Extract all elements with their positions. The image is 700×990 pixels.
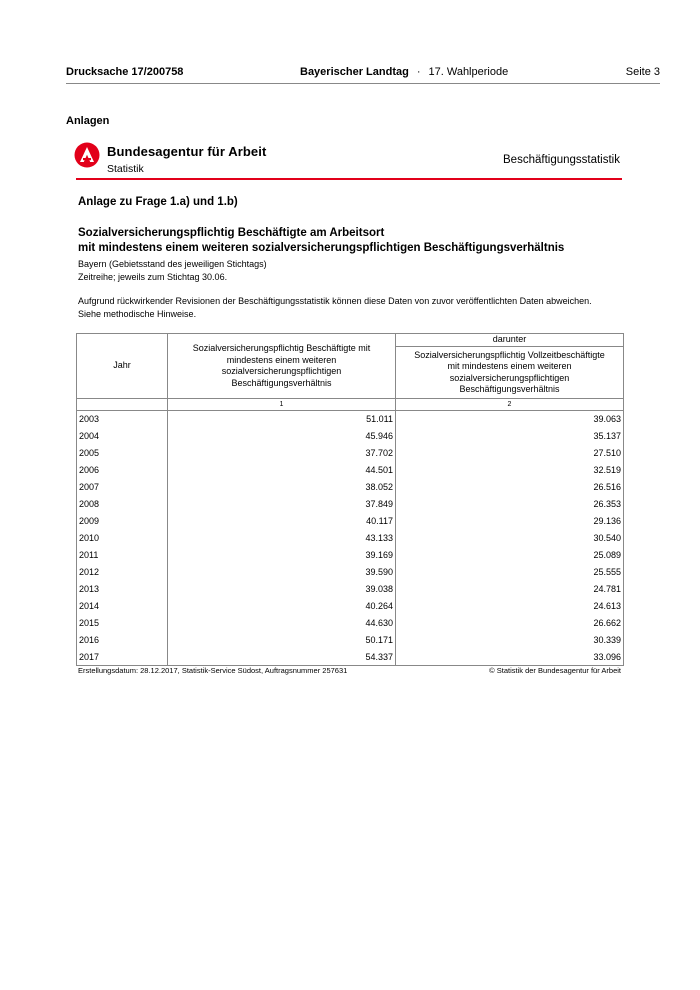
table-row bbox=[77, 513, 624, 530]
year-cell: 2012 bbox=[77, 564, 168, 581]
col-index-year bbox=[77, 399, 168, 411]
table-row bbox=[77, 479, 624, 496]
year-cell: 2009 bbox=[77, 513, 168, 530]
table-row bbox=[77, 411, 624, 428]
fulltime-cell: 24.613 bbox=[396, 598, 624, 615]
header-divider bbox=[76, 178, 622, 180]
fulltime-cell: 26.353 bbox=[396, 496, 624, 513]
header-separator: · bbox=[416, 66, 421, 78]
fulltime-cell: 30.339 bbox=[396, 632, 624, 649]
ba-logo-icon bbox=[74, 142, 100, 168]
year-cell: 2017 bbox=[77, 649, 168, 666]
year-cell: 2013 bbox=[77, 581, 168, 598]
total-cell: 44.630 bbox=[168, 615, 396, 632]
header-center bbox=[300, 66, 508, 78]
page-header bbox=[66, 64, 660, 84]
table-row bbox=[77, 445, 624, 462]
total-cell: 39.038 bbox=[168, 581, 396, 598]
table-row bbox=[77, 564, 624, 581]
total-cell: 54.337 bbox=[168, 649, 396, 666]
col-header-total: Sozialversicherungspflichtig Beschäftigte mit mindestens einem weiteren sozialversicherungspflichtigen Beschäftigungsverhältnis bbox=[168, 334, 396, 399]
section-label: Anlagen bbox=[66, 115, 110, 127]
org-subname: Statistik bbox=[107, 163, 144, 175]
page-title bbox=[78, 226, 564, 256]
region-line-2: Zeitreihe; jeweils zum Stichtag 30.06. bbox=[78, 272, 228, 282]
table-row bbox=[77, 581, 624, 598]
table-row bbox=[77, 428, 624, 445]
year-cell: 2011 bbox=[77, 547, 168, 564]
fulltime-cell: 32.519 bbox=[396, 462, 624, 479]
year-cell: 2010 bbox=[77, 530, 168, 547]
total-cell: 40.264 bbox=[168, 598, 396, 615]
fulltime-cell: 33.096 bbox=[396, 649, 624, 666]
fulltime-cell: 29.136 bbox=[396, 513, 624, 530]
fulltime-cell: 30.540 bbox=[396, 530, 624, 547]
doc-number: Drucksache 17/200758 bbox=[66, 66, 184, 78]
fulltime-cell: 27.510 bbox=[396, 445, 624, 462]
revision-note bbox=[78, 295, 628, 321]
year-cell: 2005 bbox=[77, 445, 168, 462]
ba-logo bbox=[74, 140, 274, 180]
table-row bbox=[77, 530, 624, 547]
year-cell: 2007 bbox=[77, 479, 168, 496]
table-row bbox=[77, 547, 624, 564]
creation-info: Erstellungsdatum: 28.12.2017, Statistik-Service Südost, Auftragsnummer 257631 bbox=[78, 666, 348, 675]
year-cell: 2008 bbox=[77, 496, 168, 513]
fulltime-cell: 25.089 bbox=[396, 547, 624, 564]
total-cell: 45.946 bbox=[168, 428, 396, 445]
region-line-1: Bayern (Gebietsstand des jeweiligen Stichtags) bbox=[78, 259, 267, 269]
copyright: © Statistik der Bundesagentur für Arbeit bbox=[489, 666, 621, 675]
total-cell: 39.590 bbox=[168, 564, 396, 581]
year-cell: 2006 bbox=[77, 462, 168, 479]
org-name: Bundesagentur für Arbeit bbox=[107, 144, 267, 159]
statistics-table bbox=[76, 333, 624, 666]
year-cell: 2014 bbox=[77, 598, 168, 615]
table-row bbox=[77, 598, 624, 615]
document-type: Beschäftigungsstatistik bbox=[503, 154, 620, 166]
note-line-1: Aufgrund rückwirkender Revisionen der Beschäftigungsstatistik können diese Daten von zuvor veröffentlichten Daten abweichen. bbox=[78, 296, 592, 306]
col-header-year: Jahr bbox=[77, 334, 168, 399]
page-number: Seite 3 bbox=[625, 66, 660, 78]
col-index-2: 2 bbox=[396, 399, 624, 411]
parliament-name: Bayerischer Landtag bbox=[300, 66, 409, 78]
anlage-title: Anlage zu Frage 1.a) und 1.b) bbox=[78, 196, 238, 208]
total-cell: 40.117 bbox=[168, 513, 396, 530]
year-cell: 2015 bbox=[77, 615, 168, 632]
table-row bbox=[77, 462, 624, 479]
region-info bbox=[78, 258, 267, 284]
fulltime-cell: 39.063 bbox=[396, 411, 624, 428]
note-line-2: Siehe methodische Hinweise. bbox=[78, 309, 197, 319]
table-row bbox=[77, 615, 624, 632]
fulltime-cell: 26.516 bbox=[396, 479, 624, 496]
fulltime-cell: 25.555 bbox=[396, 564, 624, 581]
total-cell: 39.169 bbox=[168, 547, 396, 564]
year-cell: 2004 bbox=[77, 428, 168, 445]
table-body bbox=[77, 411, 624, 666]
col-header-darunter: darunter bbox=[396, 334, 624, 347]
table-row bbox=[77, 649, 624, 666]
table-row bbox=[77, 632, 624, 649]
legislative-period: 17. Wahlperiode bbox=[428, 66, 509, 78]
fulltime-cell: 26.662 bbox=[396, 615, 624, 632]
total-cell: 50.171 bbox=[168, 632, 396, 649]
year-cell: 2016 bbox=[77, 632, 168, 649]
table-row bbox=[77, 496, 624, 513]
title-line-2: mit mindestens einem weiteren sozialversicherungspflichtigen Beschäftigungsverhältnis bbox=[78, 242, 565, 254]
total-cell: 37.702 bbox=[168, 445, 396, 462]
total-cell: 37.849 bbox=[168, 496, 396, 513]
col-header-fulltime: Sozialversicherungspflichtig Vollzeitbeschäftigte mit mindestens einem weiteren sozialversicherungspflichtigen Beschäftigungsverhältnis bbox=[396, 347, 624, 399]
col-index-1: 1 bbox=[168, 399, 396, 411]
year-cell: 2003 bbox=[77, 411, 168, 428]
total-cell: 43.133 bbox=[168, 530, 396, 547]
total-cell: 38.052 bbox=[168, 479, 396, 496]
title-line-1: Sozialversicherungspflichtig Beschäftigte am Arbeitsort bbox=[78, 227, 385, 239]
total-cell: 44.501 bbox=[168, 462, 396, 479]
fulltime-cell: 35.137 bbox=[396, 428, 624, 445]
total-cell: 51.011 bbox=[168, 411, 396, 428]
fulltime-cell: 24.781 bbox=[396, 581, 624, 598]
